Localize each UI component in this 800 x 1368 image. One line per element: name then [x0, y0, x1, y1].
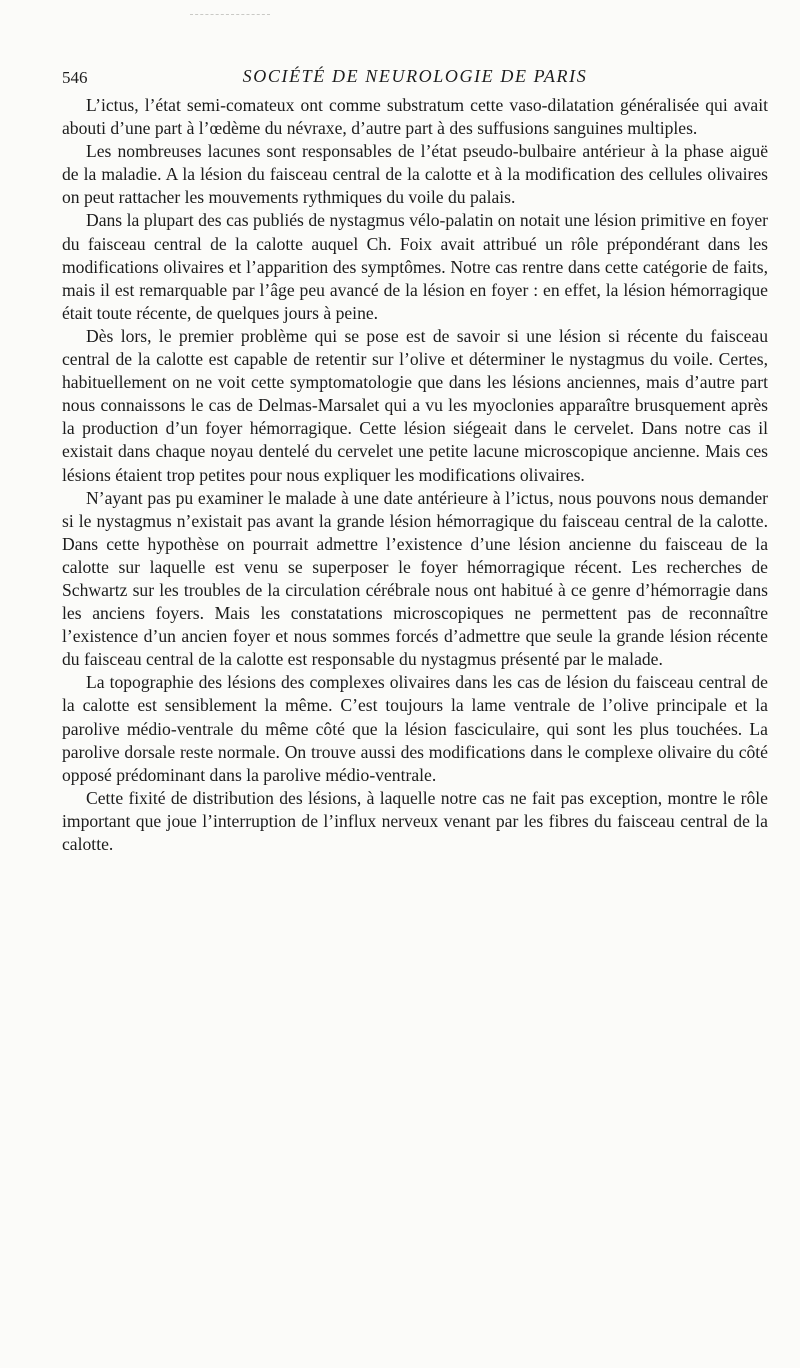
paragraph: Les nombreuses lacunes sont responsables de l’état pseudo-bulbaire antérieur à la phase aiguë de la maladie. A la lésion du faisceau central de la calotte et à la modification des cellules olivaires on peut rattacher les mouvements rythmiques du voile du palais. [62, 141, 768, 208]
body-text [62, 94, 768, 856]
page-number: 546 [62, 68, 88, 87]
paragraph: La topographie des lésions des complexes olivaires dans les cas de lésion du faisceau central de la calotte est sensiblement la même. C’est toujours la lame ventrale de l’olive principale et la parolive médio-ventrale du même côté que la lésion fasciculaire, qui sont les plus touchées. La parolive dorsale reste normale. On trouve aussi des modifications dans le complexe olivaire du côté opposé prédominant dans la parolive médio-ventrale. [62, 672, 768, 785]
paragraph: Cette fixité de distribution des lésions, à laquelle notre cas ne fait pas exception, montre le rôle important que joue l’interruption de l’influx nerveux venant par les fibres du faisceau central de la calotte. [62, 787, 768, 854]
paragraph: L’ictus, l’état semi-comateux ont comme substratum cette vaso-dilatation généralisée qui avait abouti d’une part à l’œdème du névraxe, d’autre part à des suffusions sanguines multiples. [62, 95, 768, 139]
running-header [62, 62, 768, 94]
scan-edge-mark [190, 0, 270, 15]
paragraph: N’ayant pas pu examiner le malade à une date antérieure à l’ictus, nous pouvons nous demander si le nystagmus n’existait pas avant la grande lésion hémorragique du faisceau central de la calotte. Dans cette hypothèse on pourrait admettre l’existence d’une lésion ancienne du faisceau de la calotte sur laquelle est venu se superposer le foyer hémorragique récent. Les recherches de Schwartz sur les troubles de la circulation cérébrale nous ont habitué à ce genre d’hémorragie dans les anciens foyers. Mais les constatations microscopiques ne permettent pas de reconnaître l’existence d’un ancien foyer et nous sommes forcés d’admettre que seule la grande lésion récente du faisceau central de la calotte est responsable du nystagmus présenté par le malade. [62, 487, 768, 670]
paragraph: Dans la plupart des cas publiés de nystagmus vélo-palatin on notait une lésion primitive en foyer du faisceau central de la calotte auquel Ch. Foix avait attribué un rôle prépondérant dans les modifications olivaires et l’apparition des symptômes. Notre cas rentre dans cette catégorie de faits, mais il est remarquable par l’âge peu avancé de la lésion en foyer : en effet, la lésion hémorragique était toute récente, de quelques jours à peine. [62, 210, 768, 323]
journal-title: SOCIÉTÉ DE NEUROLOGIE DE PARIS [242, 66, 588, 86]
document-page [62, 62, 768, 856]
paragraph: Dès lors, le premier problème qui se pose est de savoir si une lésion si récente du faisceau central de la calotte est capable de retentir sur l’olive et déterminer le nystagmus du voile. Certes, habituellement on ne voit cette symptomatologie que dans les lésions anciennes, mais d’autre part nous connaissons le cas de Delmas-Marsalet qui a vu les myoclonies apparaître brusquement après la production d’un foyer hémorragique. Cette lésion siégeait dans le cervelet. Dans notre cas il existait dans chaque noyau dentelé du cervelet une petite lacune microscopique ancienne. Mais ces lésions étaient trop petites pour nous expliquer les modifications olivaires. [62, 325, 768, 485]
